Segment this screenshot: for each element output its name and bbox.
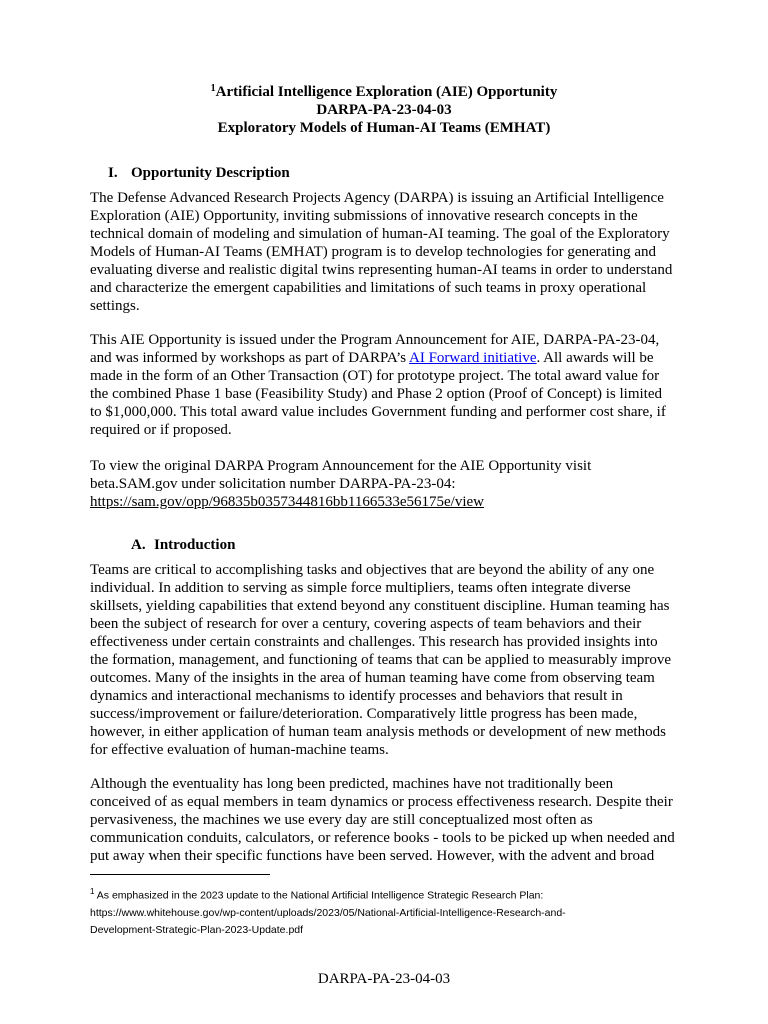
subsection-title: Introduction	[154, 537, 236, 553]
text-line: for effective evaluation of human-machine teams.	[90, 742, 389, 758]
text-line: settings.	[90, 298, 140, 314]
title-line-1: $^1$Artificial Intelligence Exploration (AIE) Opportunity	[210, 83, 558, 100]
footnote-number: 1	[90, 887, 95, 896]
text-line: Although the eventuality has long been predicted, machines have not traditionally been	[90, 776, 614, 792]
section-number: I.	[108, 165, 118, 181]
text-line: communication conduits, calculators, or reference books - tools to be picked up when needed and	[90, 830, 675, 846]
text-line: and characterize the emergent capabilities and limitations of such teams in proxy operational	[90, 280, 647, 296]
text-line: pervasiveness, the machines we use every day are still conceptualized most often as	[90, 812, 593, 828]
subsection-number: A.	[131, 537, 146, 553]
introduction-paragraph-2	[90, 775, 690, 865]
text-line: success/improvement or failure/deterioration. Comparatively little progress has been made,	[90, 706, 638, 722]
text-line: evaluating diverse and realistic digital twins representing human-AI teams in order to understand	[90, 262, 673, 278]
text-line: effectiveness under certain constraints and challenges. This research has provided insights into	[90, 634, 658, 650]
text-line: dynamics and interactional mechanisms to identify processes and behaviors that result in	[90, 688, 623, 704]
opportunity-paragraph-2	[90, 331, 690, 439]
introduction-paragraph-1	[90, 561, 690, 759]
text-line: made in the form of an Other Transaction (OT) for prototype project. The total award value for	[90, 368, 660, 384]
text-line: the combined Phase 1 base (Feasibility Study) and Phase 2 option (Proof of Concept) is limited	[90, 386, 662, 402]
section-title: Opportunity Description	[131, 165, 290, 181]
text-line: Models of Human-AI Teams (EMHAT) program is to develop technologies for generating and	[90, 244, 657, 260]
sam-gov-link[interactable]: https://sam.gov/opp/96835b0357344816bb1166533e56175e/view	[90, 494, 485, 510]
text-line: and was informed by workshops as part of DARPA’s AI Forward initiative. All awards will be	[90, 350, 654, 366]
text-line: individual. In addition to serving as simple force multipliers, teams often integrate diverse	[90, 580, 631, 596]
text-line: been the subject of research for over a century, covering aspects of team behaviors and their	[90, 616, 642, 632]
opportunity-paragraph-3	[90, 457, 690, 511]
text-line: however, in either application of human team analysis methods or development of new methods	[90, 724, 666, 740]
footnote-divider	[90, 874, 270, 875]
text-line: required or if proposed.	[90, 422, 232, 438]
opportunity-paragraph-1	[90, 189, 690, 315]
footnote-url-line: https://www.whitehouse.gov/wp-content/uploads/2023/05/National-Artificial-Intelligence-Research-and-	[90, 906, 566, 919]
text-line: to $1,000,000. This total award value includes Government funding and performer cost share, if	[90, 404, 666, 420]
ai-forward-initiative-link[interactable]: AI Forward initiative	[409, 350, 537, 366]
footnote	[90, 883, 730, 939]
text-line: skillsets, yielding capabilities that extend beyond any constituent discipline. Human teaming has	[90, 598, 670, 614]
subsection-heading-introduction	[131, 536, 235, 554]
footnote-url-line: Development-Strategic-Plan-2023-Update.pdf	[90, 923, 304, 936]
text-line: put away when their specific functions have been served. However, with the advent and broad	[90, 848, 655, 864]
text-line: Exploration (AIE) Opportunity, inviting submissions of innovative research concepts in the	[90, 208, 638, 224]
text-line: To view the original DARPA Program Announcement for the AIE Opportunity visit	[90, 458, 592, 474]
title-line-3: Exploratory Models of Human-AI Teams (EMHAT)	[217, 120, 551, 136]
footnote-marker[interactable]: 1	[210, 83, 216, 94]
footnote-line: $^1$ As emphasized in the 2023 update to the National Artificial Intelligence Strategic Research Plan:	[90, 887, 544, 902]
document-title-block	[0, 83, 768, 137]
text-line: This AIE Opportunity is issued under the Program Announcement for AIE, DARPA-PA-23-04,	[90, 332, 660, 348]
text-line: conceived of as equal members in team dynamics or process effectiveness research. Despite their	[90, 794, 673, 810]
text-line: technical domain of modeling and simulation of human-AI teaming. The goal of the Exploratory	[90, 226, 670, 242]
section-heading-opportunity-description	[108, 164, 290, 182]
text-line: Teams are critical to accomplishing tasks and objectives that are beyond the ability of any one	[90, 562, 655, 578]
page-footer: DARPA-PA-23-04-03	[317, 971, 451, 987]
text-line: beta.SAM.gov under solicitation number DARPA-PA-23-04:	[90, 476, 456, 492]
text-line: the formation, management, and functioning of teams that can be applied to measurably improve	[90, 652, 672, 668]
text-line: The Defense Advanced Research Projects Agency (DARPA) is issuing an Artificial Intelligence	[90, 190, 664, 206]
text-line: outcomes. Many of the insights in the area of human teaming have come from observing team	[90, 670, 655, 686]
title-line-2: DARPA-PA-23-04-03	[316, 102, 452, 118]
